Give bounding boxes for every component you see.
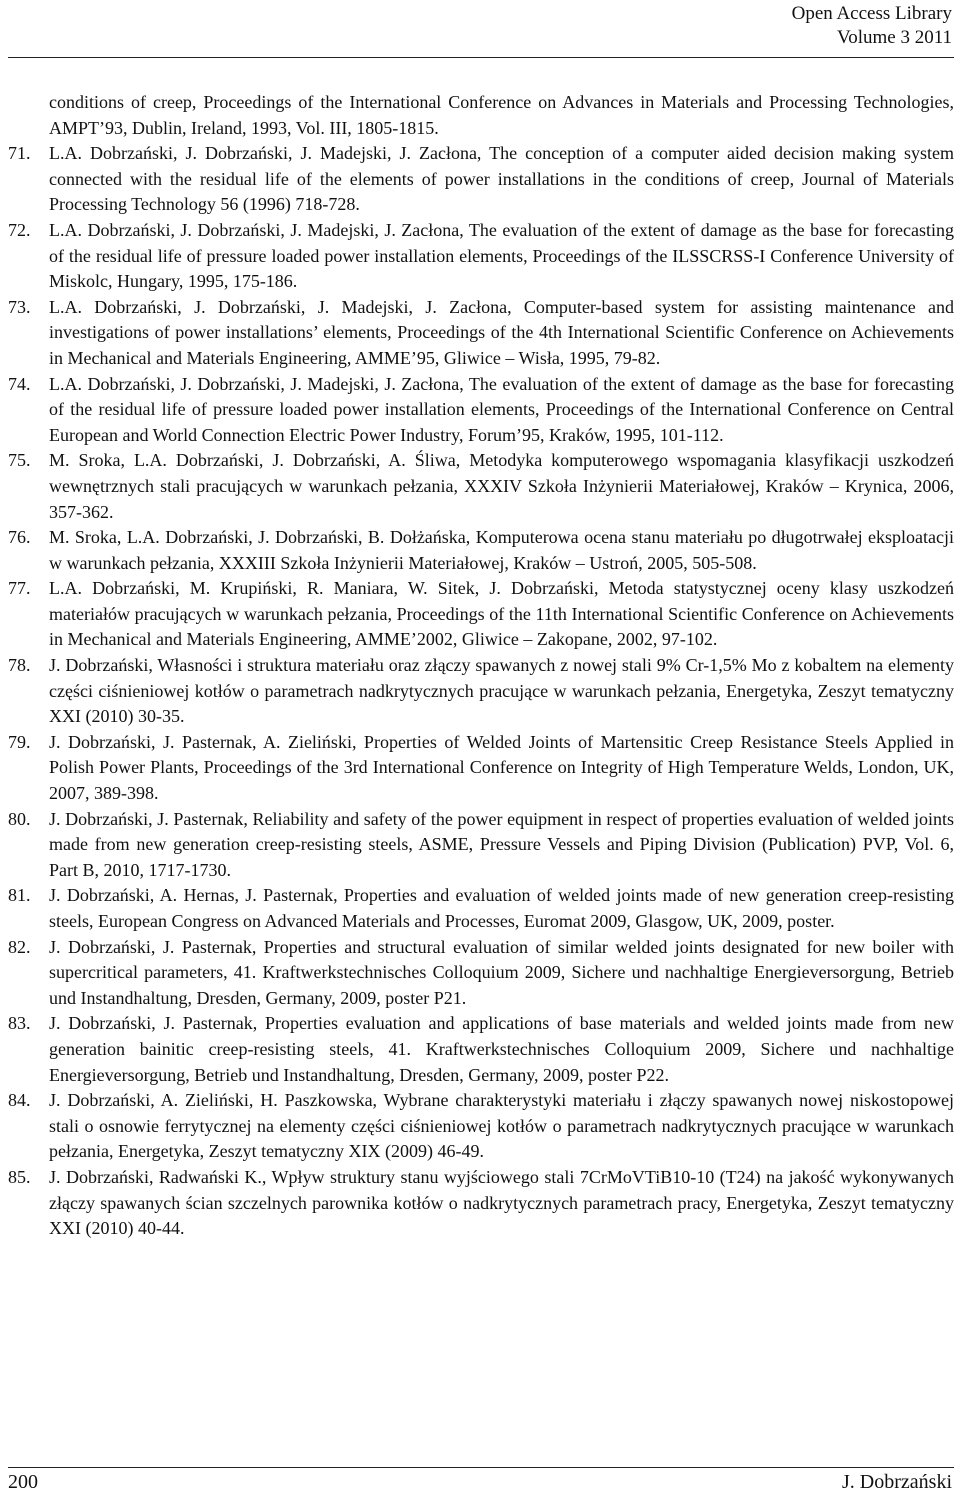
footer-author: J. Dobrzański (842, 1471, 952, 1493)
reference-text: L.A. Dobrzański, J. Dobrzański, J. Madejski, J. Zacłona, The evaluation of the extent of damage as the base for forecasting of the residual life of pressure loaded power installation elements, Proceedings of the International Conference on Central European and World Connection Electric Power Industry, Forum’95, Kraków, 1995, 101-112. (49, 373, 954, 445)
page-number: 200 (8, 1471, 38, 1493)
reference-number: 84. (8, 1090, 31, 1111)
reference-item (8, 935, 954, 1012)
reference-text: M. Sroka, L.A. Dobrzański, J. Dobrzański, A. Śliwa, Metodyka komputerowego wspomagania klasyfikacji uszkodzeń wewnętrznych stali pracujących w warunkach pełzania, XXXIV Szkoła Inżynierii Materiałowej, Kraków – Krynica, 2006, 357-362. (49, 450, 954, 522)
reference-text: L.A. Dobrzański, J. Dobrzański, J. Madejski, J. Zacłona, Computer-based system for assisting maintenance and investigations of power installations’ elements, Proceedings of the 4th International Scientific Conference on Achievements in Mechanical and Materials Engineering, AMME’95, Gliwice – Wisła, 1995, 79-82. (49, 296, 954, 368)
reference-item (8, 576, 954, 653)
reference-item (8, 807, 954, 884)
reference-item (8, 730, 954, 807)
reference-number: 72. (8, 219, 31, 240)
reference-text: J. Dobrzański, J. Pasternak, A. Zieliński, Properties of Welded Joints of Martensitic Creep Resistance Steels Applied in Polish Power Plants, Proceedings of the 3rd International Conference on Integrity of High Temperature Welds, London, UK, 2007, 389-398. (49, 731, 954, 804)
reference-text: conditions of creep, Proceedings of the International Conference on Advances in Materials and Processing Technologies, AMPT’93, Dublin, Ireland, 1993, Vol. III, 1805-1815. (49, 92, 954, 138)
reference-text: L.A. Dobrzański, M. Krupiński, R. Maniara, W. Sitek, J. Dobrzański, Metoda statystycznej oceny klasy uszkodzeń materiałów pracujących w warunkach pełzania, Proceedings of the 11th International Scientific Conference on Achievements in Mechanical and Materials Engineering, AMME’2002, Gliwice – Zakopane, 2002, 97-102. (49, 578, 954, 650)
reference-text: J. Dobrzański, A. Hernas, J. Pasternak, Properties and evaluation of welded joints made of new generation creep-resisting steels, European Congress on Advanced Materials and Processes, Euromat 2009, Glasgow, UK, 2009, poster. (49, 885, 954, 931)
reference-item (8, 448, 954, 525)
reference-number: 80. (8, 808, 31, 829)
reference-text: J. Dobrzański, J. Pasternak, Properties evaluation and applications of base materials and welded joints made from new generation bainitic creep-resisting steels, 41. Kraftwerkstechnisches Colloquium 2009, Sichere und nachhaltige Energieversorgung, Betrieb und Instandhaltung, Dresden, Germany, 2009, poster P22. (49, 1013, 954, 1085)
volume-info: Volume 3 2011 (836, 27, 952, 48)
reference-item (8, 653, 954, 730)
reference-text: J. Dobrzański, A. Zieliński, H. Paszkowska, Wybrane charakterystyki materiału i złączy spawanych nowej niskostopowej stali o osnowie ferrytycznej na elementy części ciśnieniowej kotłów o parametrach nadkrytycznych pracujące w warunkach pełzania, Energetyka, Zeszyt tematyczny XIX (2009) 46-49. (49, 1090, 954, 1162)
reference-text: M. Sroka, L.A. Dobrzański, J. Dobrzański, B. Dołżańska, Komputerowa ocena stanu materiału po długotrwałej eksploatacji w warunkach pełzania, XXXIII Szkoła Inżynierii Materiałowej, Kraków – Ustroń, 2005, 505-508. (49, 527, 954, 573)
reference-text: J. Dobrzański, Własności i struktura materiału oraz złączy spawanych z nowej stali 9% Cr-1,5% Mo z kobaltem na elementy części ciśnieniowej kotłów o parametrach nadkrytycznych pracujące w warunkach pełzania, Energetyka, Zeszyt tematyczny XXI (2010) 30-35. (49, 655, 954, 727)
reference-number: 74. (8, 373, 31, 394)
reference-number: 73. (8, 296, 31, 317)
header-divider (8, 57, 954, 58)
reference-number: 77. (8, 578, 31, 599)
reference-number: 85. (8, 1166, 31, 1187)
reference-text: J. Dobrzański, J. Pasternak, Properties and structural evaluation of similar welded joints designated for new boiler with supercritical parameters, 41. Kraftwerkstechnisches Colloquium 2009, Sichere und nachhaltige Energieversorgung, Betrieb und Instandhaltung, Dresden, Germany, 2009, poster P21. (49, 936, 954, 1008)
footer-divider (8, 1467, 954, 1468)
reference-item (8, 883, 954, 934)
reference-item (8, 218, 954, 295)
reference-number: 78. (8, 655, 31, 676)
reference-item (8, 1088, 954, 1165)
reference-item (8, 525, 954, 576)
journal-name: Open Access Library (791, 3, 952, 24)
reference-item (8, 295, 954, 372)
reference-item (8, 372, 954, 449)
reference-number: 71. (8, 143, 31, 164)
reference-text: J. Dobrzański, J. Pasternak, Reliability and safety of the power equipment in respect of properties evaluation of welded joints made from new generation creep-resisting steels, ASME, Pressure Vessels and Piping Division (Publication) PVP, Vol. 6, Part B, 2010, 1717-1730. (49, 808, 954, 880)
reference-number: 76. (8, 527, 31, 548)
reference-number: 75. (8, 450, 31, 471)
reference-text: L.A. Dobrzański, J. Dobrzański, J. Madejski, J. Zacłona, The conception of a computer aided decision making system connected with the residual life of the elements of power installations in the conditions of creep, Journal of Materials Processing Technology 56 (1996) 718-728. (49, 143, 954, 215)
running-header (792, 2, 952, 50)
reference-list (8, 90, 954, 1242)
reference-number: 81. (8, 885, 31, 906)
reference-item (8, 141, 954, 218)
reference-number: 83. (8, 1013, 31, 1034)
reference-text: J. Dobrzański, Radwański K., Wpływ struktury stanu wyjściowego stali 7CrMoVTiB10-10 (T24) na jakość wykonywanych złączy spawanych ścian szczelnych parownika kotłów o nadkrytycznych parametrach pracy, Energetyka, Zeszyt tematyczny XXI (2010) 40-44. (49, 1166, 954, 1239)
reference-item (8, 90, 954, 141)
reference-number: 79. (8, 731, 31, 752)
reference-item (8, 1011, 954, 1088)
reference-text: L.A. Dobrzański, J. Dobrzański, J. Madejski, J. Zacłona, The evaluation of the extent of damage as the base for forecasting of the residual life of pressure loaded power installation elements, Proceedings of the ILSSCRSS-I Conference University of Miskolc, Hungary, 1995, 175-186. (49, 219, 954, 292)
reference-number: 82. (8, 936, 31, 957)
reference-item (8, 1165, 954, 1242)
